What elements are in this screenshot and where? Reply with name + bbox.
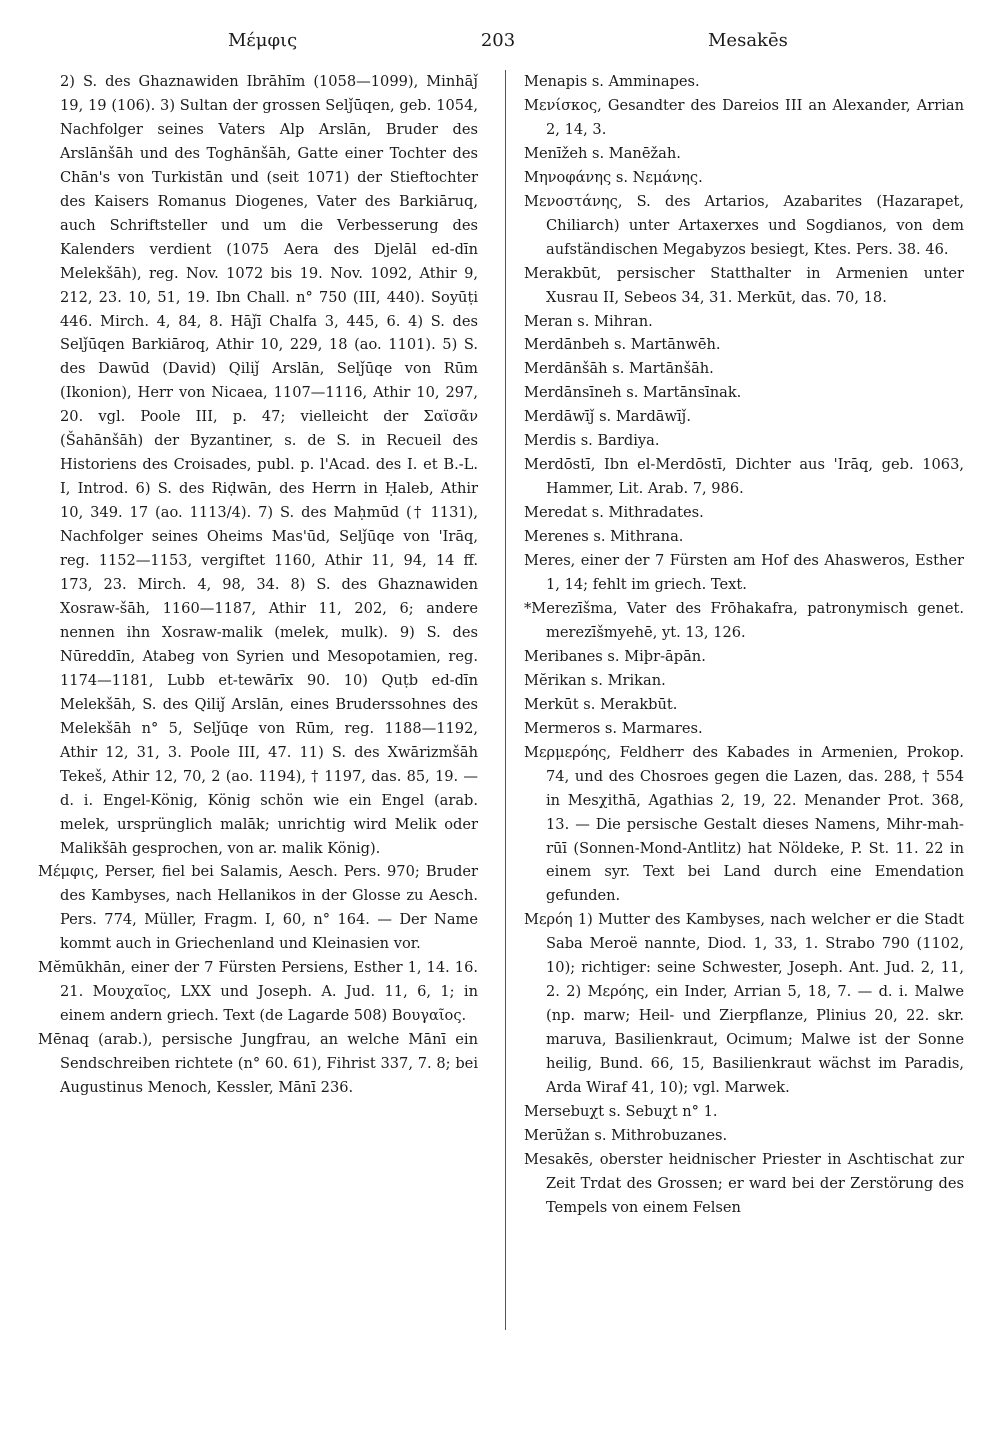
entry: Μερμερόης, Feldherr des Kabades in Armenien, Prokop. 74, und des Chosroes gegen die Lazen, das. 288, † 554 in Mesχithā, Agathias 2, 19, 22. Menander Prot. 368, 13. — Die persische Gestalt dieses Namens, Mihr-mah-rūī (Sonnen-Mond-Antlitz) hat Nöldeke, P. St. 11. 22 in einem syr. Text bei Land durch eine Emendation gefunden. [524, 743, 964, 905]
entry: Mĕrikan s. Mrikan. [524, 671, 666, 689]
entry: Μερόη 1) Mutter des Kambyses, nach welcher er die Stadt Saba Meroë nannte, Diod. 1, 33, 1. Strabo 790 (1102, 10); richtiger: seine Schwester, Joseph. Ant. Jud. 2, 11, 2. 2) Μερόης, ein Inder, Arrian 5, 18, 7. — d. i. Malwe (np. marw; Heil- und Zierpflanze, Plinius 20, 22. skr. maruva, Basilienkraut, Ocimum; Malwe ist der Sonne heilig, Bund. 66, 15, Basilienkraut wächst im Paradis, Arda Wiraf 41, 10); vgl. Marwek. [524, 911, 964, 1097]
running-head-left: Μέμφις [228, 30, 298, 51]
entry: Merkūt s. Merakbūt. [524, 695, 678, 713]
entry: *Merezīšma, Vater des Frōhakafra, patronymisch genet. merezīšmyehē, yt. 13, 126. [524, 599, 964, 641]
running-head-right: Mesakēs [708, 30, 788, 51]
entry-continuation: 2) S. des Ghaznawiden Ibrāhīm (1058—1099), Minhāǰ 19, 19 (106). 3) Sultan der grossen Selǰūqen, geb. 1054, Nachfolger seines Vaters Alp Arslān, Bruder des Arslānšāh und des Toghānšāh, Gatte einer Tochter des Chān's von Turkistān und (seit 1071) der Stieftochter des Kaisers Romanus Diogenes, Vater des Barkiāruq, auch Schriftsteller und um die Verbesserung des Kalenders verdient (1075 Aera des Djelāl ed-dīn Melekšāh), reg. Nov. 1072 bis 19. Nov. 1092, Athir 9, 212, 23. 10, 51, 19. Ibn Chall. n° 750 (III, 440). Soyūṭi 446. Mirch. 4, 84, 8. Hāǰī Chalfa 3, 445, 6. 4) S. des Selǰūqen Barkiāroq, Athir 10, 229, 18 (ao. 1101). 5) S. des Dawūd (David) Qiliǰ Arslān, Selǰūqe von Rūm (Ikonion), Herr von Nicaea, 1107—1116, Athir 10, 297, 20. vgl. Poole III, p. 47; vielleicht der Σαϊσᾶν (Šahānšāh) der Byzantiner, s. de S. in Recueil des Historiens des Croisades, publ. p. l'Acad. des I. et B.-L. I, Introd. 6) S. des Riḍwān, des Herrn in Ḥaleb, Athir 10, 349. 17 (ao. 1113/4). 7) S. des Maḥmūd († 1131), Nachfolger seines Oheims Mas'ūd, Selǰūqe von 'Irāq, reg. 1152—1153, vergiftet 1160, Athir 11, 94, 14 ff. 173, 23. Mirch. 4, 98, 34. 8) S. des Ghaznawiden Xosraw-šāh, 1160—1187, Athir 11, 202, 6; andere nennen ihn Xosraw-malik (melek, mulk). 9) S. des Nūreddīn, Atabeg von Syrien und Mesopotamien, reg. 1174—1181, Lubb et-tewārīx 90. 10) Quṭb ed-dīn Melekšāh, S. des Qiliǰ Arslān, eines Bruderssohnes des Melekšāh n° 5, Selǰūqe von Rūm, reg. 1188—1192, Athir 12, 31, 3. Poole III, 47. 11) S. des Xwārizmšāh Tekeš, Athir 12, 70, 2 (ao. 1194), † 1197, das. 85, 19. — d. i. Engel-König, König schön wie ein Engel (arab. melek, ursprünglich malāk; unrichtig wird Melik oder Malikšāh gesprochen, von ar. malik König). [60, 73, 478, 857]
entry: Μενοστάνης, S. des Artarios, Azabarites (Hazarapet, Chiliarch) unter Artaxerxes und Sogdianos, von dem aufständischen Megabyzos besiegt, Ktes. Pers. 38. 46. [524, 192, 964, 258]
entry: Merūžan s. Mithrobuzanes. [524, 1126, 728, 1144]
entry: Menīžeh s. Manēžah. [524, 144, 681, 162]
left-column [38, 70, 478, 1100]
entry: Merdis s. Bardiya. [524, 432, 660, 450]
entry: Merdōstī, Ibn el-Merdōstī, Dichter aus 'Irāq, geb. 1063, Hammer, Lit. Arab. 7, 986. [524, 456, 964, 498]
entry: Meres, einer der 7 Fürsten am Hof des Ahasweros, Esther 1, 14; fehlt im griech. Text. [524, 552, 964, 594]
entry: Meredat s. Mithradates. [524, 504, 704, 522]
entry: Menapis s. Amminapes. [524, 73, 700, 90]
column-divider [505, 70, 506, 1330]
entry: Merdāwīǰ s. Mardāwīǰ. [524, 408, 691, 426]
entry: Merdānsīneh s. Martānsīnak. [524, 384, 742, 402]
page-header [0, 30, 1000, 60]
entry: Merakbūt, persischer Statthalter in Armenien unter Xusrau II, Sebeos 34, 31. Merkūt, das. 70, 18. [524, 264, 964, 306]
entry: Merdānbeh s. Martānwēh. [524, 336, 721, 354]
entry: Mesakēs, oberster heidnischer Priester in Aschtischat zur Zeit Trdat des Grossen; er ward bei der Zerstörung des Tempels von einem Felsen [524, 1150, 964, 1216]
entry: Merenes s. Mithrana. [524, 528, 684, 546]
entry: Μενίσκος, Gesandter des Dareios III an Alexander, Arrian 2, 14, 3. [524, 96, 964, 138]
page-number: 203 [480, 30, 516, 51]
entry: Μηνοφάνης s. Νεμάνης. [524, 168, 703, 186]
entry: Meran s. Mihran. [524, 312, 653, 330]
entry: Merdānšāh s. Martānšāh. [524, 360, 714, 378]
right-column [524, 70, 964, 1220]
entry: Mĕmūkhān, einer der 7 Fürsten Persiens, Esther 1, 14. 16. 21. Μουχαῖος, LXX und Joseph. A. Jud. 11, 6, 1; in einem andern griech. Text (de Lagarde 508) Βουγαῖος. [38, 959, 478, 1025]
entry: Μέμφις, Perser, fiel bei Salamis, Aesch. Pers. 970; Bruder des Kambyses, nach Hellanikos in der Glosse zu Aesch. Pers. 774, Müller, Fragm. I, 60, n° 164. — Der Name kommt auch in Griechenland und Kleinasien vor. [38, 863, 478, 953]
entry: Mermeros s. Marmares. [524, 719, 703, 737]
entry: Mersebuχt s. Sebuχt n° 1. [524, 1102, 718, 1120]
entry: Meribanes s. Miþr-āpān. [524, 647, 706, 665]
entry: Mēnaq (arab.), persische Jungfrau, an welche Mānī ein Sendschreiben richtete (n° 60. 61), Fihrist 337, 7. 8; bei Augustinus Menoch, Kessler, Mānī 236. [38, 1031, 478, 1097]
